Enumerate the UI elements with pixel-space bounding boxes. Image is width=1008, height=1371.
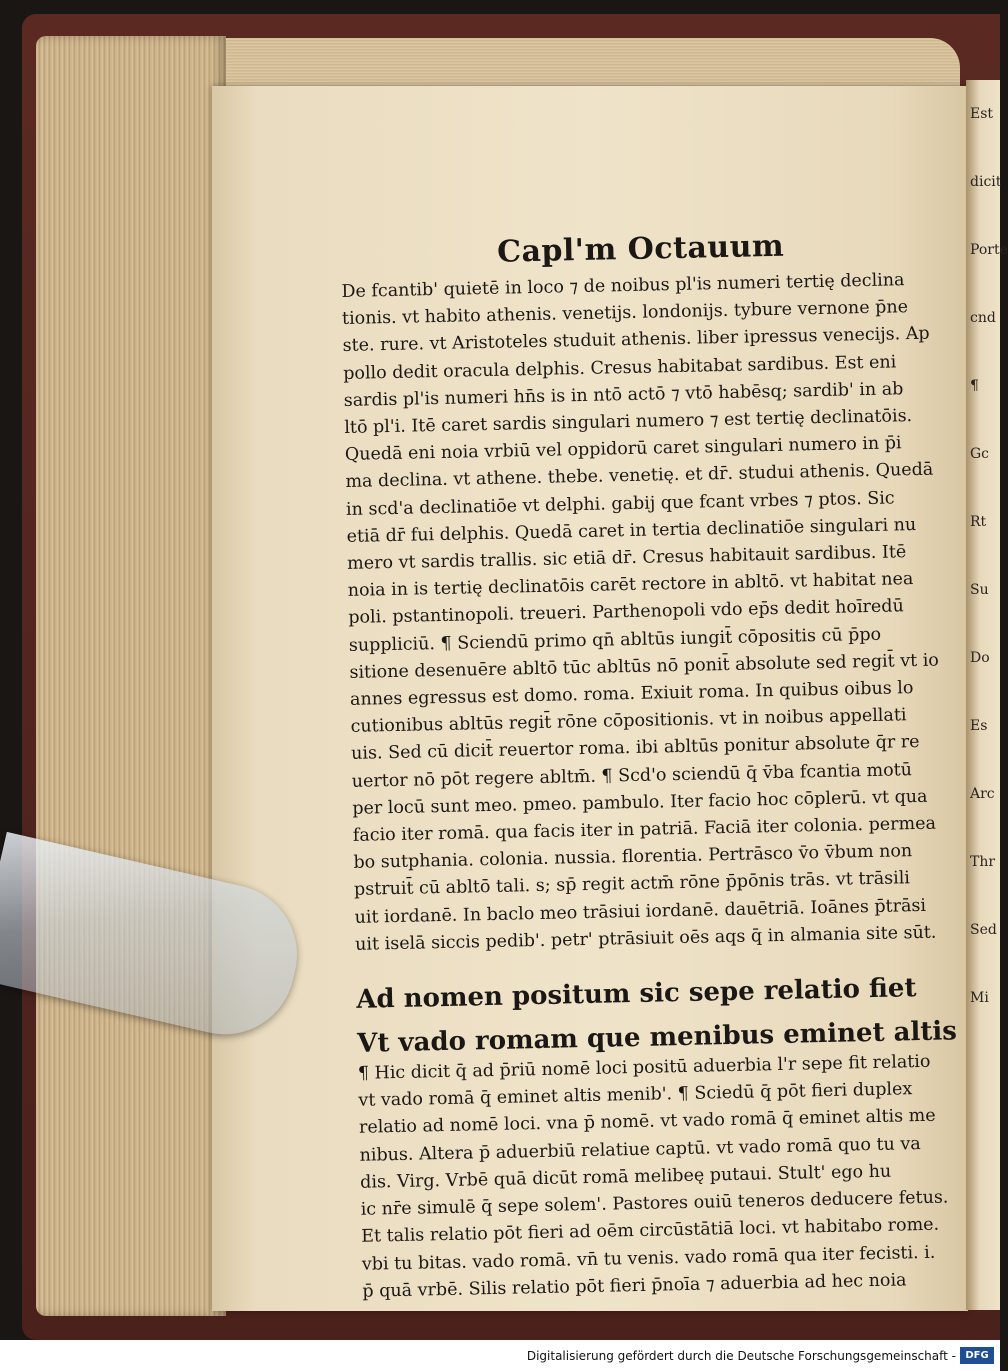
next-page-fragment: Mi	[970, 990, 989, 1006]
next-page-fragment: Porte	[970, 242, 1008, 258]
text-line: sitione desenuēre abltō tūc abltūs nō ponit̄ absolute sed regit̄ vt io	[349, 650, 940, 683]
text-line: poli. pstantinopoli. treueri. Parthenopoli vdo ep̄s dedit hoīredū	[348, 596, 904, 629]
text-line: noia in is tertię declinatōis carēt rectore in abltō. vt habitat nea	[347, 569, 914, 602]
verse-line-1: Ad nomen positum sic sepe relatio fiet	[356, 973, 917, 1015]
text-line: ma declina. vt athene. thebe. venetię. et dr̄. studui athenis. Quedā	[345, 460, 934, 493]
text-line: uit iordanē. In baclo meo trāsiui iordanē. dauētriā. Ioānes p̄trāsi	[354, 895, 927, 928]
paragraph-1	[341, 266, 955, 958]
text-line: mero vt sardis trallis. sic etiā dr̄. Cresus habitauit sardibus. Itē	[346, 542, 907, 574]
dfg-logo: DFG	[960, 1347, 994, 1364]
text-line: tionis. vt habito athenis. venetijs. londonijs. tybure vernone p̄ne	[341, 297, 909, 330]
text-line: sardis pl'is numeri hn̄s is in ntō actō ⁊ vtō habēsq; sardib' in ab	[343, 379, 904, 411]
text-line: ste. rure. vt Aristoteles studuit athenis. liber ipressus venecijs. Ap	[342, 324, 930, 357]
next-page-fragment: Su	[970, 582, 989, 598]
text-line: bo sutphania. colonia. nussia. florentia. Pertrāsco v̄o v̄bum non	[353, 841, 913, 874]
verse-line-2: Vt vado romam que menibus eminet altis	[356, 1016, 958, 1059]
text-line: per locū sunt meo. pmeo. pambulo. Iter facio hoc cōplerū. vt qua	[352, 786, 928, 819]
text-line: uertor nō pōt regere abltm̄. ¶ Scd'o sciendū q̄ v̄ba fcantia motū	[351, 759, 913, 792]
next-page-edge	[966, 80, 1008, 1310]
text-line: ic nr̄e simulē q̄ sepe solem'. Pastores ouiū teneros deducere fetus.	[360, 1187, 949, 1220]
text-line: annes egressus est domo. roma. Exiuit roma. In quibus oibus lo	[349, 678, 914, 710]
text-line: cutionibus abltūs regit̄ rōne cōpositionis. vt in noibus appellati	[350, 705, 907, 738]
text-line: vt vado romā q̄ eminet altis menib'. ¶ Sciedū q̄ pōt fieri duplex	[358, 1079, 913, 1112]
text-line: uis. Sed cū dicit̄ reuertor roma. ibi abltūs ponitur absolute q̄r re	[350, 732, 920, 765]
text-line: De fcantib' quietē in loco ⁊ de noibus pl'is numeri tertię declina	[341, 270, 905, 302]
text-line: p̄ quā vrbē. Silis relatio pōt fieri p̄noīa ⁊ aduerbia ad hec noia	[362, 1270, 907, 1302]
paragraph-2	[358, 1048, 963, 1305]
next-page-fragment: Est	[970, 106, 994, 122]
text-line: ltō pl'i. Itē caret sardis singulari numero ⁊ est tertię declinatōis.	[344, 406, 913, 438]
chapter-heading: Capl'm Octauum	[496, 228, 785, 270]
next-page-fragment: Rt	[970, 514, 987, 530]
text-line: vbi tu bitas. vado romā. vn̄ tu venis. vado romā qua iter fecisti. i.	[361, 1242, 936, 1275]
next-page-fragment: dicit	[970, 174, 1002, 190]
next-page-fragment: Es	[970, 718, 988, 734]
text-line: ¶ Hic dicit q̄ ad p̄riū nomē loci positū aduerbia l'r sepe fit relatio	[357, 1051, 931, 1084]
text-line: relatio ad nomē loci. vna p̄ nomē. vt vado romā q̄ eminet altis me	[358, 1106, 936, 1139]
next-page-fragment: ¶ Gc	[970, 378, 990, 462]
text-line: nibus. Altera p̄ aduerbiū relatiue captū. vt vado romā quo tu va	[359, 1133, 921, 1166]
text-line: in scd'a declinatiōe vt delphi. gabij que fcant vrbes ⁊ ptos. Sic	[345, 488, 895, 520]
page-edges-side	[36, 36, 226, 1316]
text-line: suppliciū. ¶ Sciendū primo qn̄ abltūs iungit̄ cōpositis cū p̄po	[348, 624, 882, 656]
next-page-fragment: Sed	[970, 922, 997, 938]
text-line: pollo dedit oracula delphis. Cresus habitabat sardibus. Est eni	[343, 351, 897, 384]
text-line: Et talis relatio pōt fieri ad oēm circūstātiā loci. vt habitabo rome.	[361, 1214, 940, 1248]
footer-bar	[0, 1340, 1000, 1371]
page-text	[340, 207, 963, 1305]
next-page-fragment: Do	[970, 650, 990, 666]
text-line: etiā dr̄ fui delphis. Quedā caret in tertia declinatiōe singulari nu	[346, 514, 917, 547]
digitization-credit: Digitalisierung gefördert durch die Deutsche Forschungsgemeinschaft -	[526, 1349, 956, 1363]
text-line: pstruit̄ cū abltō tali. s; sp̄ regit actm̄ rōne p̄pōnis trās. vt trāsili	[353, 868, 911, 901]
text-line: Quedā eni noia vrbiū vel oppidorū caret singulari numero in p̄i	[344, 433, 902, 466]
text-line: dis. Virg. Vrbē quā dicūt romā melibeę putaui. Stult' ego hu	[359, 1161, 892, 1193]
text-line: uit iselā siccis pedib'. petr' ptrāsiuit oēs aqs q̄ in almania site sūt.	[354, 922, 937, 955]
text-line: facio iter romā. qua facis iter in patriā. Faciā iter colonia. permea	[352, 813, 937, 846]
next-page-fragment: Thr	[970, 854, 996, 870]
next-page-fragment: Arc	[970, 786, 995, 802]
next-page-fragment: cnd	[970, 310, 996, 326]
